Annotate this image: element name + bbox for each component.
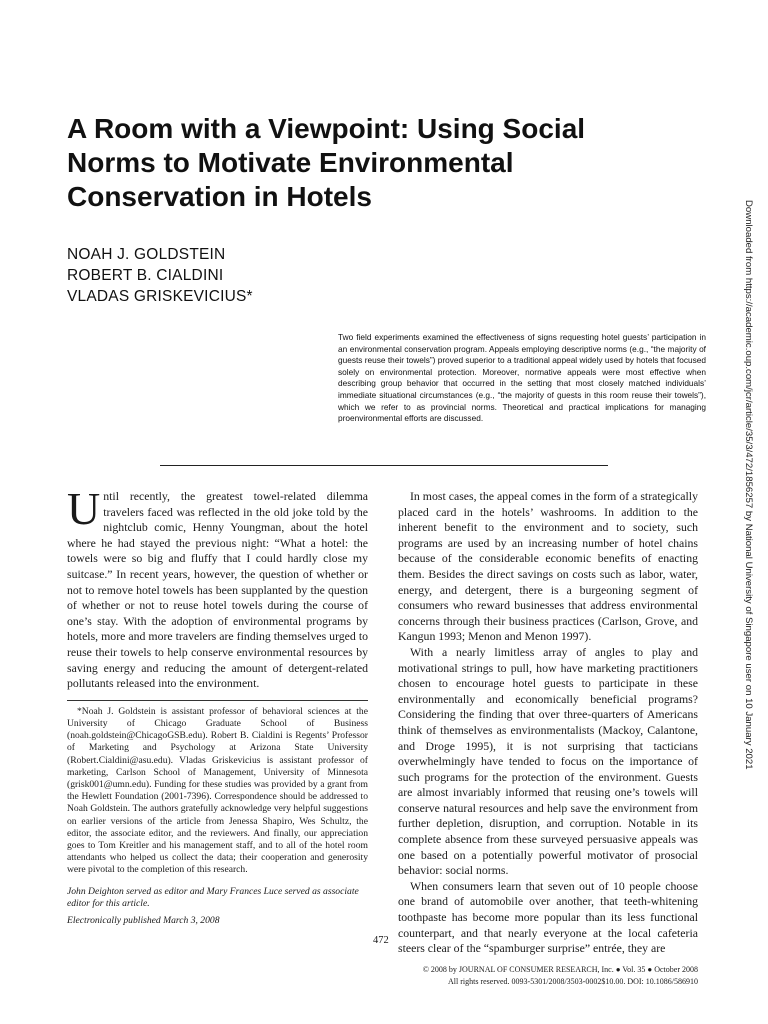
- left-column: [67, 483, 368, 927]
- author-footnote: *Noah J. Goldstein is assistant professor of behavioral sciences at the University of Chicago Graduate School of Business (noah.goldstein@ChicagoGSB.edu). Robert B. Cialdini is Regents’ Professor of Marketing and Psychology at Arizona State University (Robert.Cialdini@asu.edu). Vladas Griskevicius is assistant professor of marketing, Carlson School of Management, University of Minnesota (grisk001@umn.edu). Funding for these studies was provided by a grant from the Hewlett Foundation (2001-7396). Correspondence should be addressed to Noah Goldstein. The authors gratefully acknowledge very helpful suggestions on earlier versions of the article from Jenessa Shapiro, Wes Schultz, the editor, the associate editor, and the reviewers. And finally, our appreciation goes to Tom Kreitler and his management staff, and to all of the hotel room attendants who helped us collect the data; their cooperation and generosity were pivotal to the completion of this research.: [67, 705, 368, 876]
- body-paragraph: With a nearly limitless array of angles to play and motivational strings to pull, how have marketing practitioners chosen to encourage hotel guests to participate in these environmentally and economically beneficial programs? Considering the finding that over three-quarters of Americans think of themselves as environmentalists (Mackoy, Calantone, and Droge 1995), it is not surprising that tacticians overwhelmingly have tended to focus on the importance of such programs for the protection of the environment. Guests are almost invariably informed that reusing one’s towels will conserve natural resources and help save the environment from further depletion, disruption, and corruption. Notable in its complete absence from these surveyed persuasive appeals was one based on a potentially powerful motivator of prosocial behavior: social norms.: [398, 644, 698, 878]
- author-name: VLADAS GRISKEVICIUS*: [67, 288, 253, 305]
- right-column: [398, 489, 698, 957]
- article-title: A Room with a Viewpoint: Using Social Norms to Motivate Environmental Conservation in Hotels: [67, 113, 586, 212]
- author-list: [67, 244, 253, 307]
- page-number: 472: [373, 935, 389, 946]
- paragraph-text: ntil recently, the greatest towel-related dilemma travelers faced was reflected in the old joke told by the nightclub comic, Henny Youngman, about the hotel where he had stayed the previous night: “What a hotel: the towels were so big and fluffy that I could hardly close my suitcase.” In recent years, however, the question of whether or not to remove hotel towels has been supplanted by the question of whether or not to reuse hotel towels during the course of one’s stay. With the adoption of environmental programs by hotels, more and more travelers are finding themselves urged to reuse their towels to help conserve environmental resources by saving energy and reducing the amount of detergent-related pollutants released into the environment.: [67, 489, 368, 691]
- footnote-divider: [67, 700, 368, 701]
- copyright-notice: [423, 964, 698, 987]
- copyright-line: © 2008 by JOURNAL OF CONSUMER RESEARCH, Inc. ● Vol. 35 ● October 2008: [422, 965, 698, 974]
- body-paragraph: When consumers learn that seven out of 10 people choose one brand of automobile over another, that teeth-whitening toothpaste has become more popular than its less functional counterpart, and that nearly everyone at the local cafeteria steers clear of the “spamburger surprise” entrée, they are: [398, 878, 698, 956]
- section-divider: [160, 465, 608, 466]
- publication-date: Electronically published March 3, 2008: [67, 914, 220, 926]
- drop-cap: U: [67, 483, 101, 534]
- body-paragraph: In most cases, the appeal comes in the form of a strategically placed card in the hotels’ washrooms. In addition to the inherent benefit to the environment and to society, such programs are used by an increasing number of hotel chains because of the considerable economic benefits of enacting them. Besides the direct savings on costs such as labor, water, energy, and detergent, there is a burgeoning segment of consumers who reward businesses that address environmental concerns through their business practices (Carlson, Grove, and Kangun 1993; Menon and Menon 1997).: [398, 489, 698, 644]
- editor-note: John Deighton served as editor and Mary Frances Luce served as associate editor for this article.: [67, 885, 359, 909]
- author-name: NOAH J. GOLDSTEIN: [67, 246, 226, 263]
- author-name: ROBERT B. CIALDINI: [67, 267, 224, 284]
- download-watermark: [744, 200, 754, 840]
- download-link-text[interactable]: Downloaded from https://academic.oup.com/jcr/article/35/3/472/1856257 by National University of Singapore user on 10 January 2021: [743, 200, 754, 770]
- body-paragraph: [67, 483, 368, 692]
- rights-line: All rights reserved. 0093-5301/2008/3503-0002$10.00. DOI: 10.1086/586910: [448, 976, 698, 986]
- abstract: Two field experiments examined the effectiveness of signs requesting hotel guests’ participation in an environmental conservation program. Appeals employing descriptive norms (e.g., “the majority of guests reuse their towels”) proved superior to a traditional appeal widely used by hotels that focused solely on environmental protection. Moreover, normative appeals were most effective when describing group behavior that occurred in the setting that most closely matched individuals’ immediate situational circumstances (e.g., “the majority of guests in this room reuse their towels”), which we refer to as provincial norms. Theoretical and practical implications for managing proenvironmental efforts are discussed.: [338, 332, 706, 424]
